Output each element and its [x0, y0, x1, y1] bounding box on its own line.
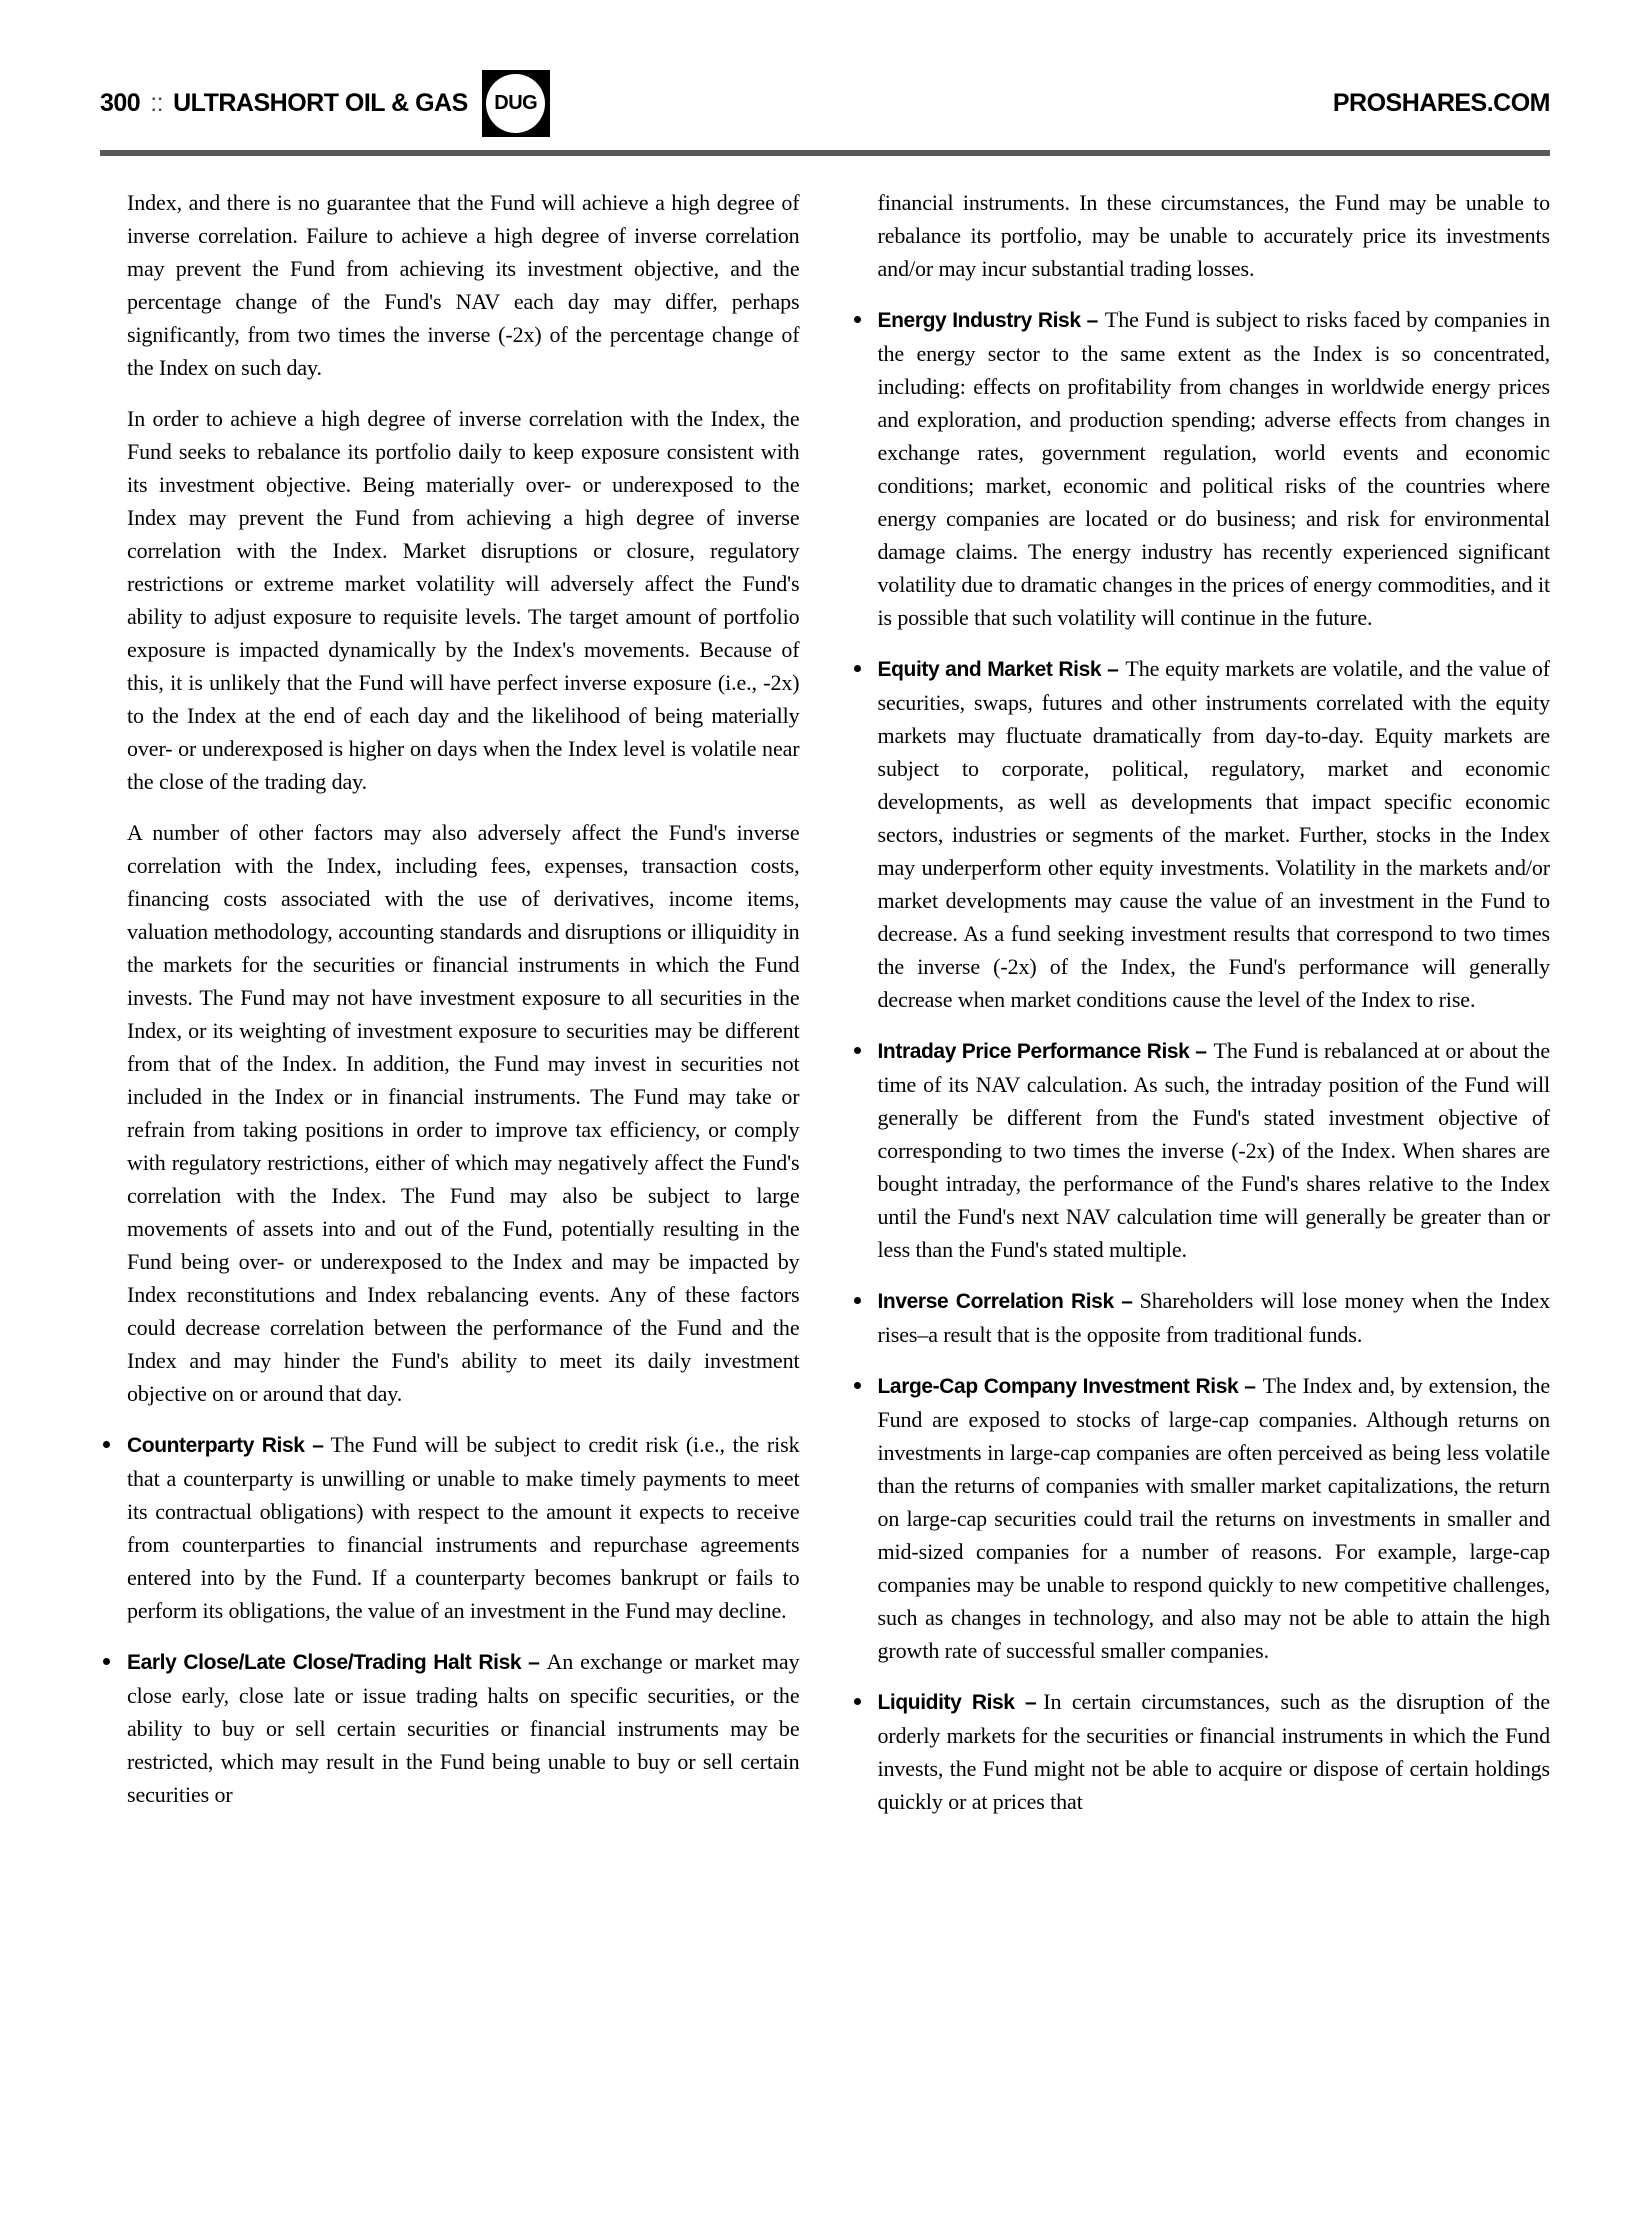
risk-label: Intraday Price Performance Risk –: [877, 1040, 1207, 1063]
page-number: 300: [100, 89, 141, 117]
risk-item-counterparty: [127, 1428, 800, 1627]
risk-item-early-close: [127, 1645, 800, 1811]
ticker-label: DUG: [494, 92, 538, 114]
ticker-badge-circle: [486, 74, 545, 133]
risk-paragraph: [878, 1369, 1551, 1667]
risk-paragraph: [127, 1645, 800, 1811]
header-rule: [100, 150, 1550, 156]
bullet-icon: [103, 1658, 110, 1665]
risk-body: The Fund is subject to risks faced by companies in the energy sector to the same extent as the Index is so concentrated, including: effects on profitability from changes in worldwide energy prices and exploration, and production spending; adverse effects from changes in exchange rates, government regulation, world events and economic conditions; market, economic and political risks of the countries where energy companies are located or do business; and risk for environmental damage claims. The energy industry has recently experienced significant volatility due to dramatic changes in the prices of energy commodities, and it is possible that such volatility will continue in the future.: [877, 307, 1550, 630]
risk-body: In certain circumstances, such as the disruption of the orderly markets for the securities or financial instruments in which the Fund invests, the Fund might not be able to acquire or dispose of certain holdings quickly or at prices that: [877, 1689, 1550, 1814]
ticker-badge: [482, 70, 550, 137]
risk-paragraph: [878, 1284, 1551, 1351]
bullet-icon: [854, 1297, 861, 1304]
header-left: [100, 70, 550, 137]
body-paragraph: In order to achieve a high degree of inverse correlation with the Index, the Fund seeks to rebalance its portfolio daily to keep exposure consistent with its investment objective. Being materially over- or underexposed to the Index may prevent the Fund from achieving a high degree of inverse correlation with the Index. Market disruptions or closure, regulatory restrictions or extreme market volatility will adversely affect the Fund's ability to adjust exposure to requisite levels. The target amount of portfolio exposure is impacted dynamically by the Index's movements. Because of this, it is unlikely that the Fund will have perfect inverse exposure (i.e., -2x) to the Index at the end of each day and the likelihood of being materially over- or underexposed is higher on days when the Index level is volatile near the close of the trading day.: [127, 406, 800, 794]
right-column: [851, 186, 1551, 1818]
content-columns: [100, 186, 1550, 1818]
page-header: [100, 70, 1550, 137]
header-separator: ::: [150, 89, 164, 117]
risk-body: The equity markets are volatile, and the value of securities, swaps, futures and other instruments correlated with the equity markets may fluctuate dramatically from day-to-day. Equity markets are subject to corporate, political, regulatory, market and economic developments, as well as developments that impact specific economic sectors, industries or segments of the market. Further, stocks in the Index may underperform other equity investments. Volatility in the markets and/or market developments may cause the value of an investment in the Fund to decrease. As a fund seeking investment results that correspond to two times the inverse (-2x) of the Index, the Fund's performance will generally decrease when market conditions cause the level of the Index to rise.: [877, 656, 1550, 1012]
risk-label: Liquidity Risk –: [877, 1691, 1037, 1714]
risk-paragraph: [878, 652, 1551, 1016]
body-paragraph: A number of other factors may also adversely affect the Fund's inverse correlation with the Index, including fees, expenses, transaction costs, financing costs associated with the use of derivatives, income items, valuation methodology, accounting standards and disruptions or illiquidity in the markets for the securities or financial instruments in which the Fund invests. The Fund may not have investment exposure to all securities in the Index, or its weighting of investment exposure to securities may be different from that of the Index. In addition, the Fund may invest in securities not included in the Index or in financial instruments. The Fund may take or refrain from taking positions in order to improve tax efficiency, or comply with regulatory restrictions, either of which may negatively affect the Fund's correlation with the Index. The Fund may also be subject to large movements of assets into and out of the Fund, potentially resulting in the Fund being over- or underexposed to the Index and may be impacted by Index reconstitutions and Index rebalancing events. Any of these factors could decrease correlation between the performance of the Fund and the Index and may hinder the Fund's ability to meet its daily investment objective on or around that day.: [127, 820, 800, 1406]
risk-item-large-cap: [878, 1369, 1551, 1667]
bullet-icon: [854, 1698, 861, 1705]
risk-paragraph: [878, 1685, 1551, 1818]
risk-item-liquidity: [878, 1685, 1551, 1818]
risk-label: Large-Cap Company Investment Risk –: [877, 1375, 1256, 1398]
fund-name: ULTRASHORT OIL & GAS: [173, 89, 468, 117]
risk-body: The Index and, by extension, the Fund are exposed to stocks of large-cap companies. Although returns on investments in large-cap companies are often perceived as being less volatile than the returns of companies with smaller market capitalizations, the return on large-cap securities could trail the returns on investments in smaller and mid-sized companies for a number of reasons. For example, large-cap companies may be unable to respond quickly to new competitive challenges, such as changes in technology, and also may not be able to attain the high growth rate of successful smaller companies.: [877, 1373, 1550, 1663]
bullet-icon: [854, 665, 861, 672]
risk-body: The Fund will be subject to credit risk (i.e., the risk that a counterparty is unwilling or unable to make timely payments to meet its contractual obligations) with respect to the amount it expects to receive from counterparties to financial instruments and repurchase agreements entered into by the Fund. If a counterparty becomes bankrupt or fails to perform its obligations, the value of an investment in the Fund may decline.: [127, 1432, 800, 1623]
left-column: [100, 186, 800, 1818]
bullet-icon: [854, 316, 861, 323]
risk-paragraph: [878, 1034, 1551, 1266]
risk-label: Energy Industry Risk –: [877, 309, 1098, 332]
risk-label: Early Close/Late Close/Trading Halt Risk –: [127, 1651, 540, 1674]
bullet-icon: [854, 1382, 861, 1389]
risk-label: Inverse Correlation Risk –: [877, 1290, 1133, 1313]
risk-paragraph: [127, 1428, 800, 1627]
bullet-icon: [854, 1047, 861, 1054]
risk-label: Counterparty Risk –: [127, 1434, 324, 1457]
body-paragraph: Index, and there is no guarantee that the Fund will achieve a high degree of inverse correlation. Failure to achieve a high degree of inverse correlation may prevent the Fund from achieving its investment objective, and the percentage change of the Fund's NAV each day may differ, perhaps significantly, from two times the inverse (-2x) of the percentage change of the Index on such day.: [127, 190, 800, 380]
website-text: PROSHARES.COM: [1332, 89, 1550, 117]
risk-item-intraday-price: [878, 1034, 1551, 1266]
risk-body: An exchange or market may close early, close late or issue trading halts on specific securities, or the ability to buy or sell certain securities or financial instruments may be restricted, which may result in the Fund being unable to buy or sell certain securities or: [127, 1649, 800, 1807]
risk-item-inverse-correlation: [878, 1284, 1551, 1351]
prospectus-page: [0, 70, 1650, 1818]
continuation-paragraph: financial instruments. In these circumstances, the Fund may be unable to rebalance its portfolio, may be unable to accurately price its investments and/or may incur substantial trading losses.: [877, 190, 1550, 281]
risk-paragraph: [878, 303, 1551, 634]
risk-label: Equity and Market Risk –: [877, 658, 1119, 681]
bullet-icon: [103, 1441, 110, 1448]
risk-item-energy-industry: [878, 303, 1551, 634]
risk-item-equity-market: [878, 652, 1551, 1016]
risk-body: Shareholders will lose money when the Index rises–a result that is the opposite from traditional funds.: [877, 1288, 1550, 1347]
risk-body: The Fund is rebalanced at or about the time of its NAV calculation. As such, the intraday position of the Fund will generally be different from the Fund's stated investment objective of corresponding to two times the inverse (-2x) of the Index. When shares are bought intraday, the performance of the Fund's shares relative to the Index until the Fund's next NAV calculation time will generally be greater than or less than the Fund's stated multiple.: [877, 1038, 1550, 1262]
